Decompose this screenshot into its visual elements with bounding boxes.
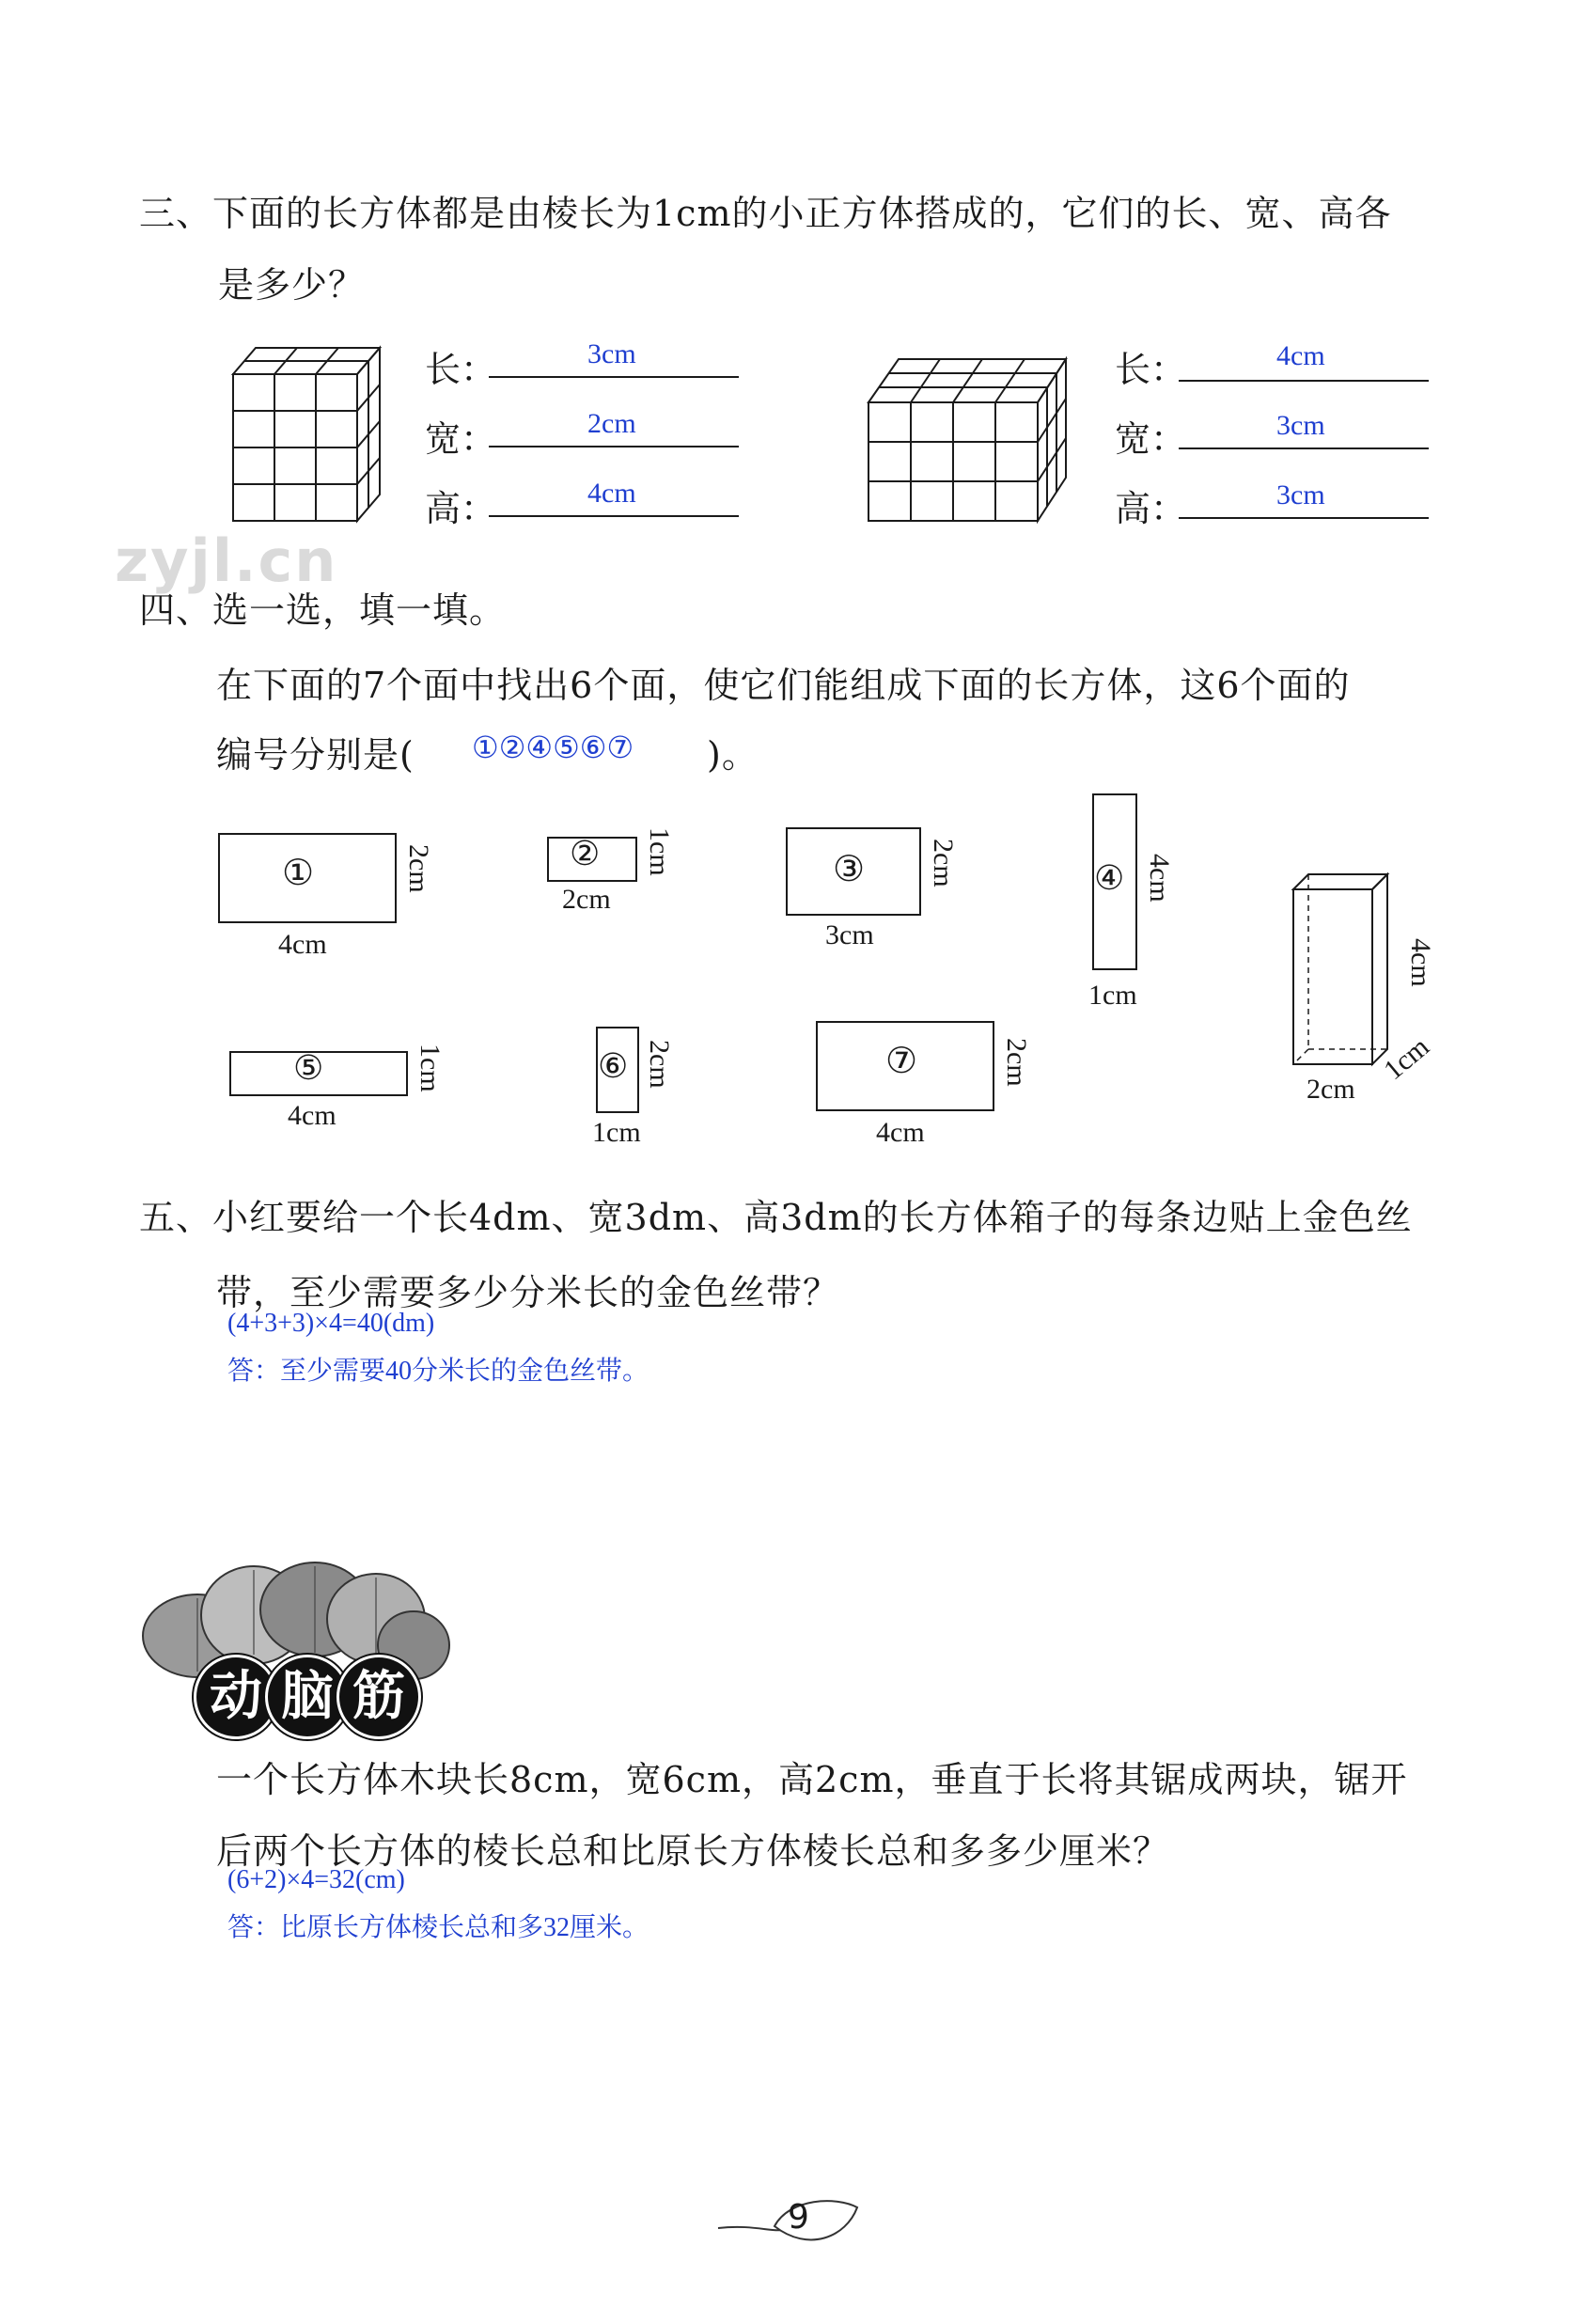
section5-line2: 带，至少需要多少分米长的金色丝带？ [216,1272,840,1313]
badge-char-3: 筋 [336,1655,421,1739]
box2-height-label: 高： [1115,488,1187,529]
target-cuboid-height: 4cm [1405,938,1436,987]
box1-width-answer[interactable]: 2cm [587,408,636,439]
badge-char-2: 脑 [265,1655,350,1739]
section4-prompt-line2-pre: 编号分别是( [216,734,415,776]
box1-height-answer[interactable]: 4cm [587,478,636,509]
face-4-number: ④ [1094,859,1125,898]
face-5-height: 1cm [415,1044,446,1092]
section4-title: 四、选一选，填一填。 [139,589,507,631]
target-cuboid-depth: 1cm [1378,1030,1435,1087]
watermark: zyjl.cn [115,526,338,595]
section3-title-line1: 三、下面的长方体都是由棱长为1cm的小正方体搭成的，它们的长、宽、高各 [139,193,1392,234]
face-2-width: 2cm [562,884,611,915]
cuboid-3x2x4-figure [231,346,382,525]
face-5-number: ⑤ [293,1049,324,1088]
box2-height-answer[interactable]: 3cm [1276,479,1325,510]
face-7-height: 2cm [1001,1038,1032,1087]
box2-width-label: 宽： [1115,418,1187,460]
target-cuboid-length: 2cm [1307,1074,1355,1105]
box2-width-answer[interactable]: 3cm [1276,410,1325,441]
brain-calc[interactable]: (6+2)×4=32(cm) [227,1865,405,1894]
section4-answer[interactable]: ①②④⑤⑥⑦ [472,730,634,764]
box2-length-answer[interactable]: 4cm [1276,340,1325,371]
page-number: 9 [788,2198,809,2237]
box2-length-line [1179,380,1429,382]
face-3-height: 2cm [928,839,959,887]
box1-length-answer[interactable]: 3cm [587,338,636,369]
section5-calc[interactable]: (4+3+3)×4=40(dm) [227,1309,435,1338]
face-4-height: 4cm [1144,854,1175,903]
face-6-width: 1cm [592,1117,641,1148]
brain-line2: 后两个长方体的棱长总和比原长方体棱长总和多多少厘米？ [216,1830,1170,1872]
section5-answer[interactable]: 答：至少需要40分米长的金色丝带。 [227,1357,649,1386]
face-4-width: 1cm [1088,980,1137,1011]
box1-length-label: 长： [425,349,497,390]
face-3-number: ③ [833,848,866,889]
face-2-number: ② [570,835,601,873]
section5-line1: 五、小红要给一个长4dm、宽3dm、高3dm的长方体箱子的每条边贴上金色丝 [139,1197,1413,1238]
section3-title-line2: 是多少？ [218,264,366,306]
face-6-number: ⑥ [598,1047,629,1086]
box2-length-label: 长： [1115,349,1187,390]
face-1-height: 2cm [403,844,434,893]
face-1-number: ① [282,852,315,893]
face-7-width: 4cm [876,1117,925,1148]
target-cuboid-figure [1290,872,1393,1066]
face-7-number: ⑦ [885,1040,918,1081]
box2-width-line [1179,447,1429,449]
brain-line1: 一个长方体木块长8cm，宽6cm，高2cm，垂直于长将其锯成两块，锯开 [216,1759,1408,1800]
brain-answer[interactable]: 答：比原长方体棱长总和多32厘米。 [227,1913,649,1942]
section4-prompt-line2-post: )。 [707,734,759,776]
section4-prompt-line1: 在下面的7个面中找出6个面，使它们能组成下面的长方体，这6个面的 [216,665,1351,706]
box1-height-label: 高： [425,488,497,529]
badge-char-1: 动 [194,1655,278,1739]
box1-height-line [489,515,739,517]
box1-length-line [489,376,739,378]
face-5-width: 4cm [288,1100,336,1131]
box1-width-label: 宽： [425,418,497,460]
face-6-height: 2cm [644,1040,675,1089]
face-3-width: 3cm [825,919,874,950]
box2-height-line [1179,517,1429,519]
face-1-width: 4cm [278,929,327,960]
face-2-height: 1cm [644,827,675,876]
cuboid-4x3x3-figure [867,357,1068,523]
box1-width-line [489,446,739,447]
